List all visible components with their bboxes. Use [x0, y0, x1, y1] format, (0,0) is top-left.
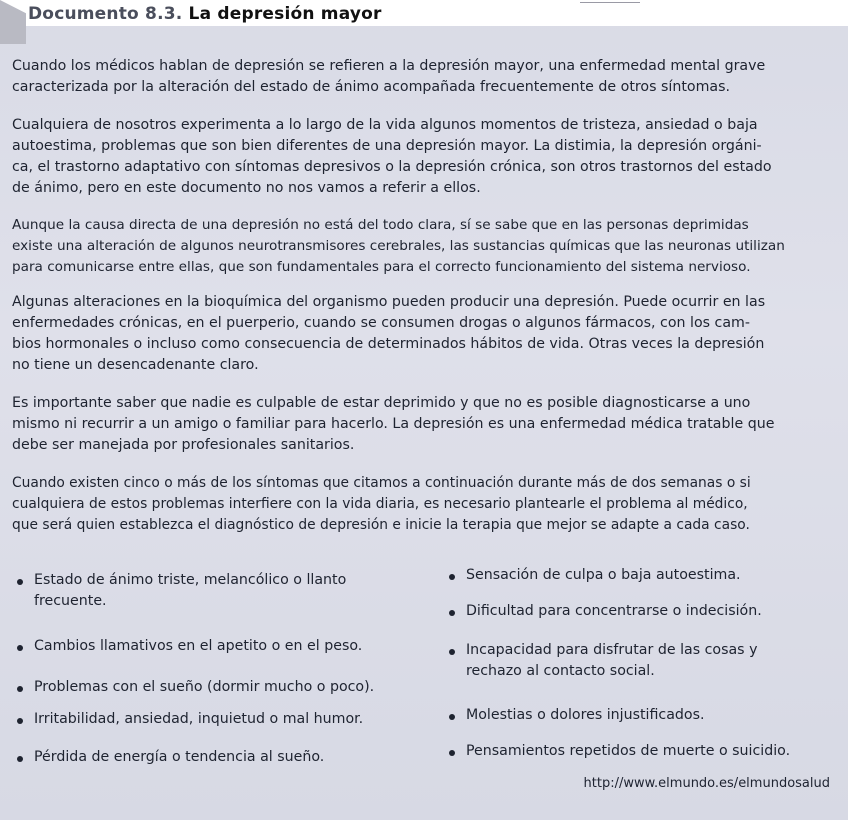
paragraph-line: Cuando los médicos hablan de depresión se refieren a la depresión mayor, una enfermedad mental grave — [12, 58, 766, 74]
document-title — [28, 4, 382, 24]
symptom-item-right-4 — [466, 705, 705, 726]
symptom-line: Problemas con el sueño (dormir mucho o poco). — [34, 679, 375, 695]
paragraph-4 — [12, 292, 840, 376]
paragraph-line: Cualquiera de nosotros experimenta a lo largo de la vida algunos momentos de tristeza, ansiedad o baja — [12, 117, 758, 133]
paragraph-line: de ánimo, pero en este documento no nos vamos a referir a ellos. — [12, 180, 481, 196]
bullet-dot — [449, 714, 455, 720]
symptom-line: Irritabilidad, ansiedad, inquietud o mal humor. — [34, 711, 364, 727]
symptom-item-right-1 — [466, 565, 741, 586]
paragraph-line: existe una alteración de algunos neurotransmisores cerebrales, las sustancias químicas que las neuronas utilizan — [12, 238, 785, 254]
bullet-dot — [449, 610, 455, 616]
symptom-line: Pérdida de energía o tendencia al sueño. — [34, 749, 325, 765]
symptom-line: Dificultad para concentrarse o indecisión. — [466, 603, 762, 619]
symptom-line: Pensamientos repetidos de muerte o suicidio. — [466, 743, 791, 759]
paragraph-line: ca, el trastorno adaptativo con síntomas depresivos o la depresión crónica, son otros trastornos del estado — [12, 159, 772, 175]
document-title-text: La depresión mayor — [188, 4, 382, 24]
bullet-dot — [17, 718, 23, 724]
symptom-line: frecuente. — [34, 593, 107, 609]
bullet-dot — [17, 686, 23, 692]
paragraph-6 — [12, 473, 840, 536]
symptom-item-left-3 — [34, 677, 374, 698]
symptom-item-left-2 — [34, 636, 362, 657]
symptom-line: Incapacidad para disfrutar de las cosas y — [466, 642, 758, 658]
symptom-line: Estado de ánimo triste, melancólico o llanto — [34, 572, 347, 588]
bullet-dot — [17, 645, 23, 651]
symptom-item-left-1 — [34, 570, 346, 612]
paragraph-line: caracterizada por la alteración del estado de ánimo acompañada frecuentemente de otros síntomas. — [12, 79, 730, 95]
paragraph-5 — [12, 393, 840, 456]
bullet-dot — [449, 750, 455, 756]
paragraph-line: Aunque la causa directa de una depresión no está del todo clara, sí se sabe que en las personas deprimidas — [12, 217, 749, 233]
paragraph-line: Es importante saber que nadie es culpable de estar deprimido y que no es posible diagnosticarse a uno — [12, 395, 751, 411]
paragraph-line: no tiene un desencadenante claro. — [12, 357, 259, 373]
bullet-dot — [449, 649, 455, 655]
symptom-item-right-2 — [466, 601, 762, 622]
paragraph-2 — [12, 115, 840, 199]
symptom-line: rechazo al contacto social. — [466, 663, 655, 679]
paragraph-1 — [12, 56, 840, 98]
paragraph-line: enfermedades crónicas, en el puerperio, cuando se consumen drogas o algunos fármacos, con los cam- — [12, 315, 750, 331]
bullet-dot — [449, 574, 455, 580]
symptom-line: Sensación de culpa o baja autoestima. — [466, 567, 741, 583]
source-url: http://www.elmundo.es/elmundosalud — [583, 776, 830, 791]
paragraph-line: Algunas alteraciones en la bioquímica del organismo pueden producir una depresión. Puede ocurrir en las — [12, 294, 766, 310]
paragraph-line: Cuando existen cinco o más de los síntomas que citamos a continuación durante más de dos semanas o si — [12, 475, 751, 491]
symptom-item-left-5 — [34, 747, 324, 768]
symptom-line: Molestias o dolores injustificados. — [466, 707, 705, 723]
document-number: Documento 8.3. — [28, 4, 183, 24]
paragraph-line: mismo ni recurrir a un amigo o familiar para hacerlo. La depresión es una enfermedad médica tratable que — [12, 416, 775, 432]
header-rule — [580, 2, 640, 3]
paragraph-line: autoestima, problemas que son bien diferentes de una depresión mayor. La distimia, la depresión orgáni- — [12, 138, 762, 154]
paragraph-line: para comunicarse entre ellas, que son fundamentales para el correcto funcionamiento del sistema nervioso. — [12, 259, 751, 275]
paragraph-line: cualquiera de estos problemas interfiere con la vida diaria, es necesario plantearle el problema al médico, — [12, 496, 748, 512]
paragraph-line: que será quien establezca el diagnóstico de depresión e inicie la terapia que mejor se adapte a cada caso. — [12, 517, 750, 533]
bullet-dot — [17, 756, 23, 762]
symptom-line: Cambios llamativos en el apetito o en el peso. — [34, 638, 363, 654]
paragraph-line: bios hormonales o incluso como consecuencia de determinados hábitos de vida. Otras veces la depresión — [12, 336, 765, 352]
bullet-dot — [17, 579, 23, 585]
symptom-item-right-3 — [466, 640, 757, 682]
symptom-item-right-5 — [466, 741, 790, 762]
symptom-item-left-4 — [34, 709, 363, 730]
paragraph-3 — [12, 215, 840, 278]
paragraph-line: debe ser manejada por profesionales sanitarios. — [12, 437, 355, 453]
